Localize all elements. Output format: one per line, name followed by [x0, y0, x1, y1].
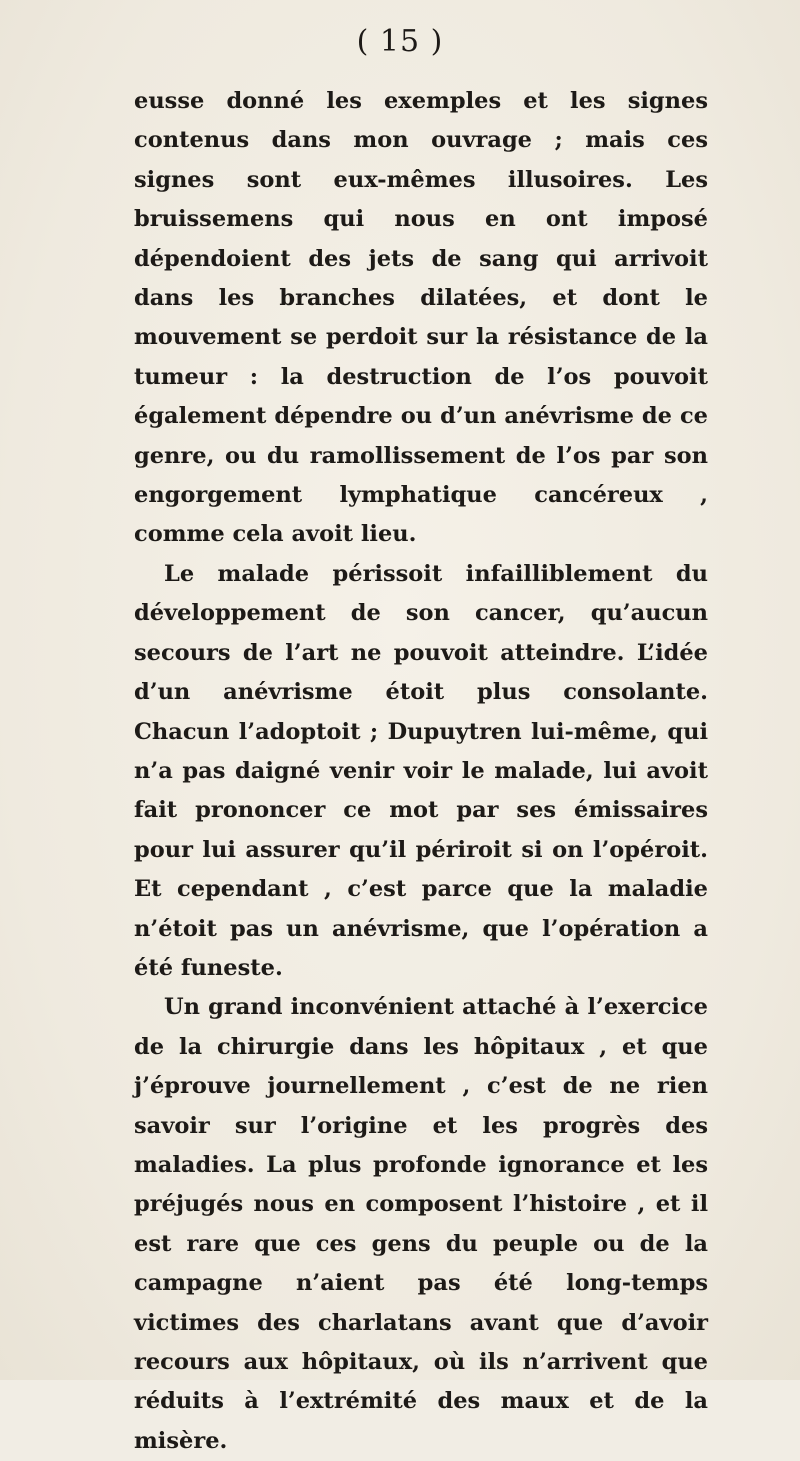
page-number: ( 15 ) [356, 24, 444, 59]
paragraph-3: Un grand inconvénient attaché à l’exercice de la chirurgie dans les hôpitaux , et que j’éprouve journellement , c’est de ne rien savoir sur l’origine et les progrès des maladies. La plus profonde ignorance et les préjugés nous en composent l’histoire , et il est rare que ces gens du peuple ou de la campagne n’aient pas été long-temps victimes des charlatans avant que d’avoir recours aux hôpitaux, où ils n’arrivent que réduits à l’extrémité des maux et de la misère. [134, 994, 708, 1454]
paragraph-2: Le malade périssoit infailliblement du développement de son cancer, qu’aucun secours de l’art ne pouvoit atteindre. L’idée d’un anévrisme étoit plus consolante. Chacun l’adoptoit ; Dupuytren lui-même, qui n’a pas daigné venir voir le malade, lui avoit fait prononcer ce mot par ses émissaires pour lui assurer qu’il périroit si on l’opéroit. Et cependant , c’est parce que la maladie n’étoit pas un anévrisme, que l’opération a été funeste. [134, 560, 708, 981]
paragraph-1: eusse donné les exemples et les signes contenus dans mon ouvrage ; mais ces signes sont eux-mêmes illusoires. Les bruissemens qui nous en ont imposé dépendoient des jets de sang qui arrivoit dans les branches dilatées, et dont le mouvement se perdoit sur la résistance de la tumeur : la destruction de l’os pouvoit également dépendre ou d’un anévrisme de ce genre, ou du ramollissement de l’os par son engorgement lymphatique cancéreux , comme cela avoit lieu. [134, 88, 708, 548]
body-text [134, 82, 708, 1461]
